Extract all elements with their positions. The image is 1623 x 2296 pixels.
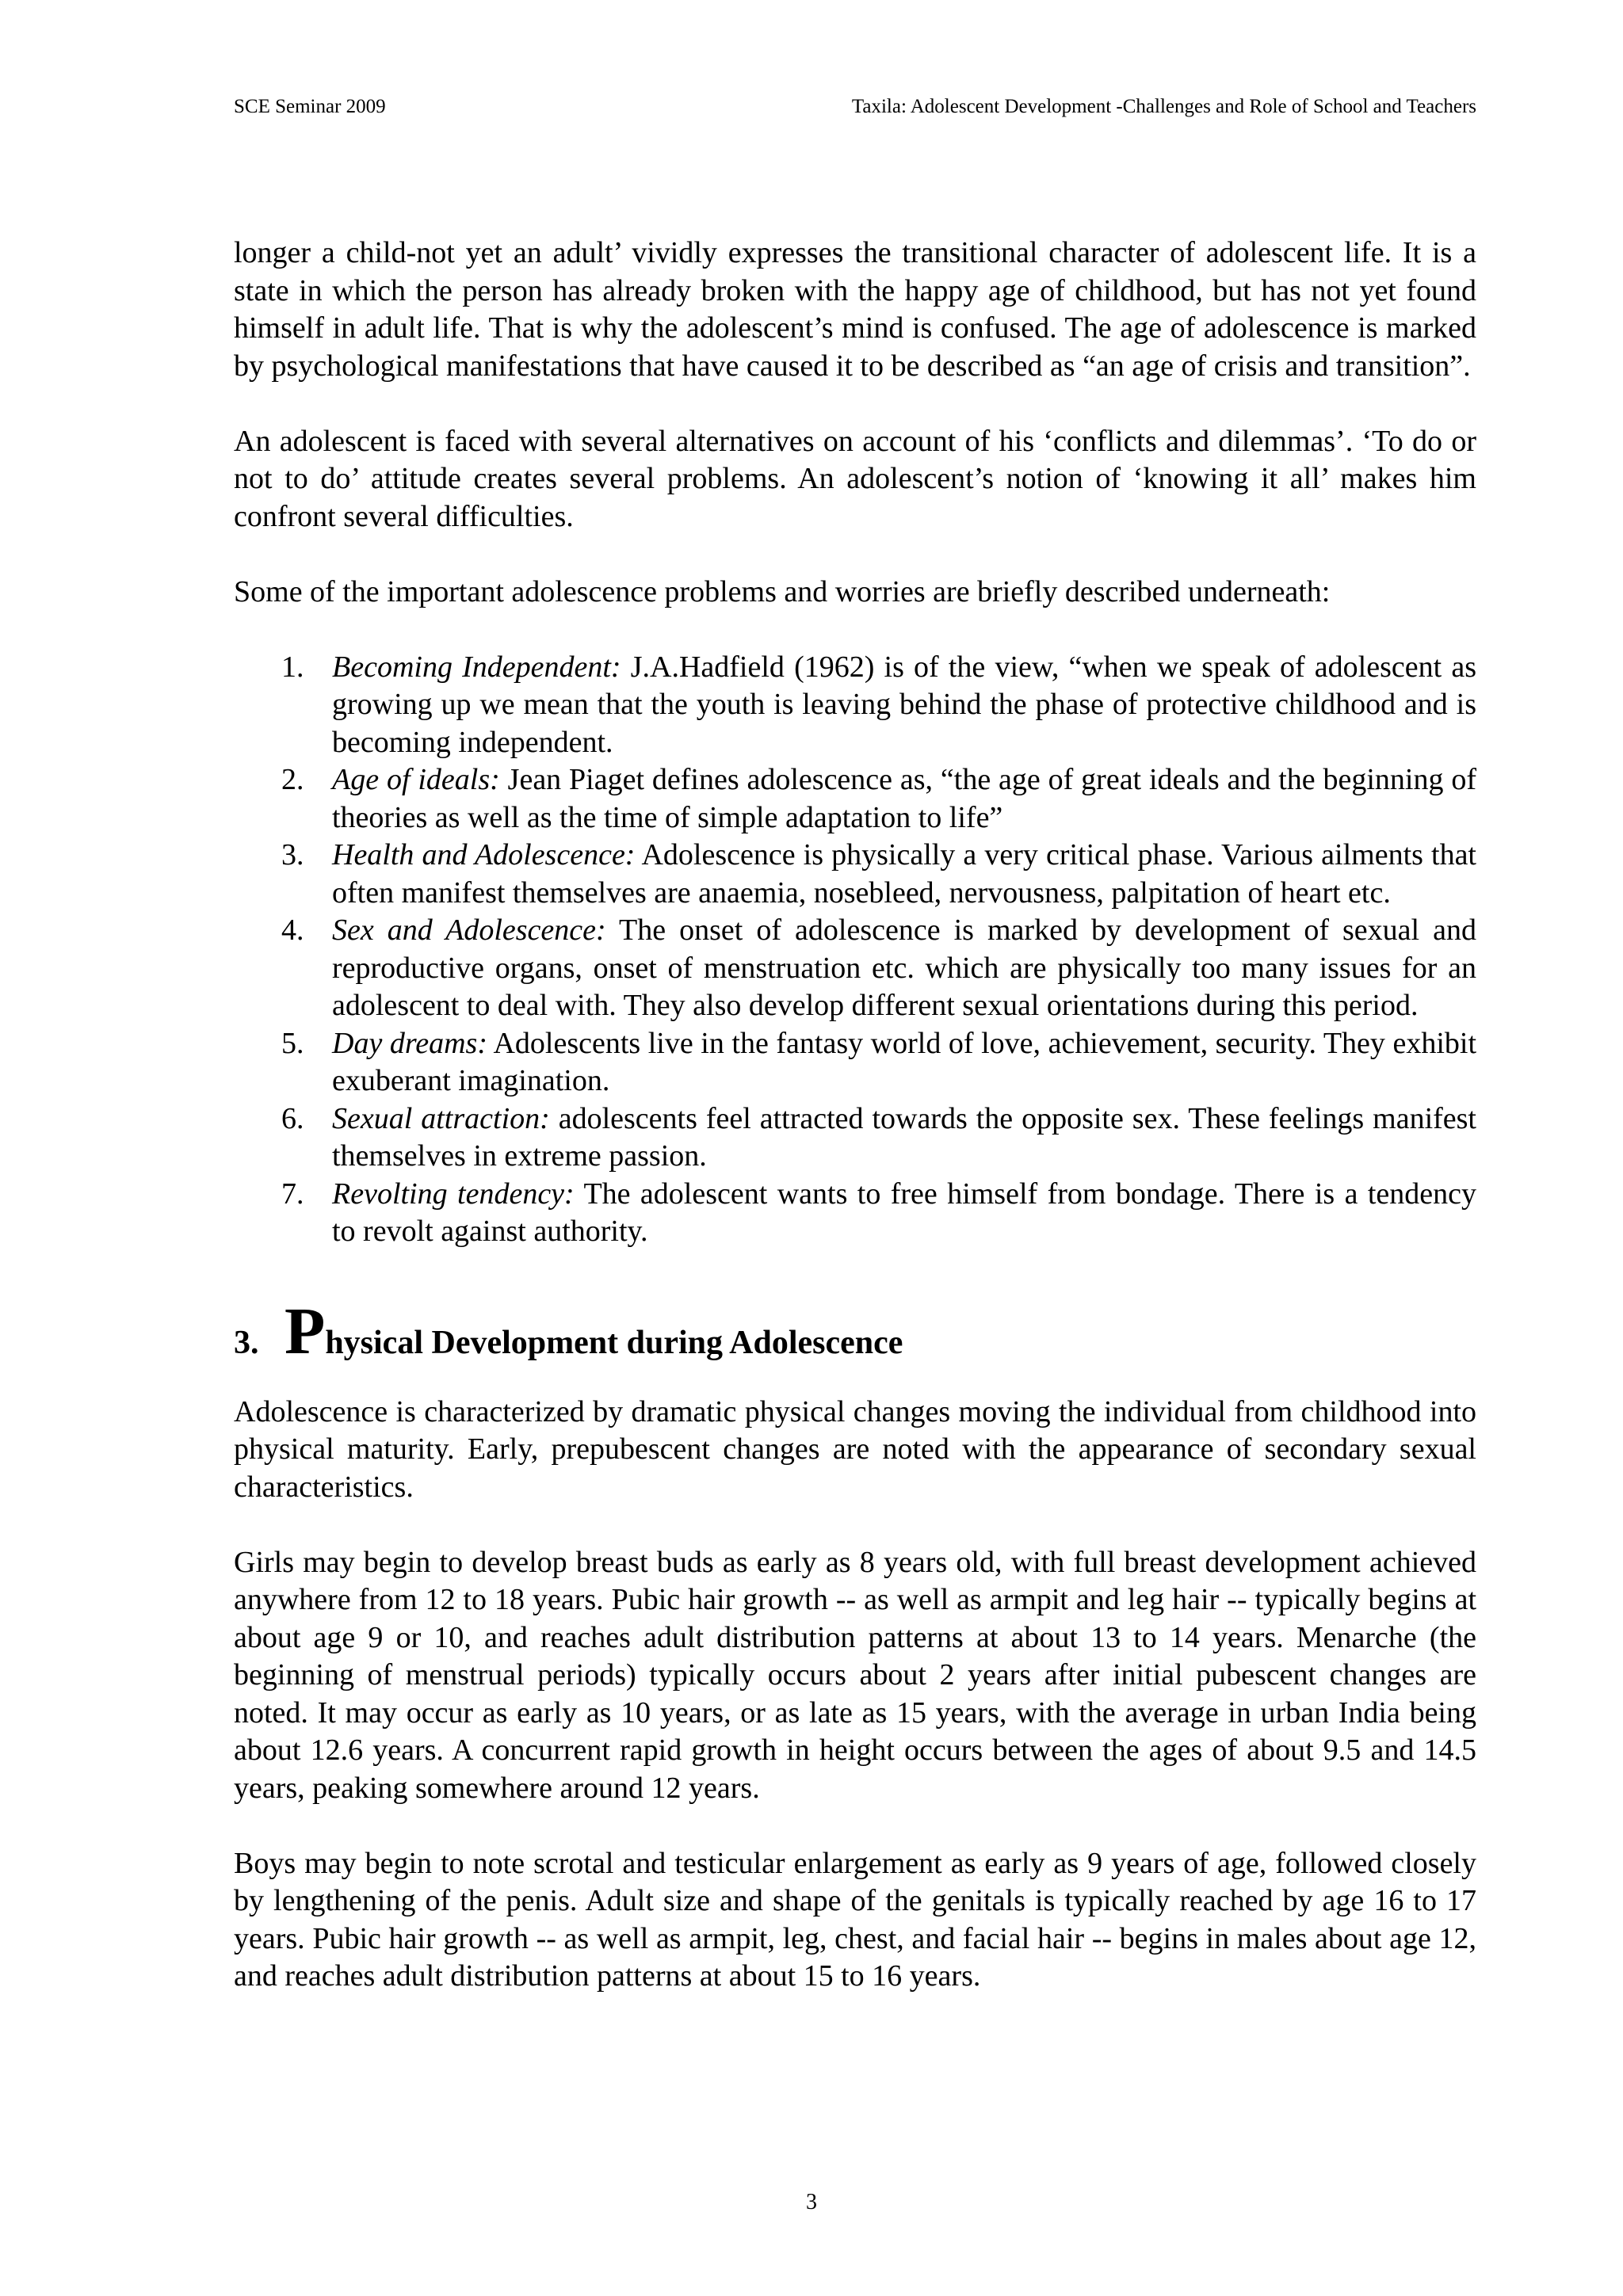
section-heading — [234, 1294, 1476, 1370]
list-item-number: 5. — [281, 1026, 304, 1060]
list-item-text: adolescents feel attracted towards the opposite sex. These feelings manifest themselves in extreme passion. — [332, 1101, 1476, 1173]
list-item-text: The adolescent wants to free himself from bondage. There is a tendency to revolt against authority. — [332, 1177, 1477, 1248]
section-drop-letter: P — [285, 1294, 326, 1368]
list-item — [234, 761, 1476, 837]
problems-list — [234, 649, 1476, 1251]
list-item — [234, 1176, 1476, 1251]
list-item — [234, 837, 1476, 912]
list-item-term: Age of ideals: — [332, 763, 500, 796]
section-title-rest: hysical Development during Adolescence — [325, 1324, 903, 1361]
list-item-text: The onset of adolescence is marked by development of sexual and reproductive organs, onset of menstruation etc. which are physically too many issues for an adolescent to deal with. They also develop different sexual orientations during this period. — [332, 913, 1476, 1022]
section-number: 3. — [234, 1324, 259, 1361]
list-item — [234, 649, 1476, 762]
list-item-number: 6. — [281, 1101, 304, 1135]
list-item — [234, 1100, 1476, 1176]
list-item-term: Health and Adolescence: — [332, 838, 636, 871]
list-item-number: 3. — [281, 838, 304, 871]
list-item-term: Revolting tendency: — [332, 1177, 575, 1211]
header-seminar-title: SCE Seminar 2009 — [234, 96, 386, 117]
paragraph-conflicts-dilemmas: An adolescent is faced with several alternatives on account of his ‘conflicts and dilemmas’. ‘To do or not to do’ attitude creates several problems. An adolescent’s notion of ‘knowing it all’ makes him confront several difficulties. — [234, 424, 1476, 533]
list-item-term: Sex and Adolescence: — [332, 913, 606, 947]
list-item-term: Sexual attraction: — [332, 1101, 550, 1135]
paragraph-transitional-character: longer a child-not yet an adult’ vividly expresses the transitional character of adolescent life. It is a state in which the person has already broken with the happy age of childhood, but has not yet found himself in adult life. That is why the adolescent’s mind is confused. The age of adolescence is marked by psychological manifestations that have caused it to be described as “an age of crisis and transition”. — [234, 236, 1476, 383]
list-item-text: Adolescents live in the fantasy world of love, achievement, security. They exhibit exuberant imagination. — [332, 1026, 1476, 1097]
section-title — [234, 1294, 1476, 1376]
list-item-number: 2. — [281, 763, 304, 796]
list-item-text: Adolescence is physically a very critical phase. Various ailments that often manifest themselves are anaemia, nosebleed, nervousness, palpitation of heart etc. — [332, 838, 1476, 910]
paragraph-boys-development: Boys may begin to note scrotal and testicular enlargement as early as 9 years of age, followed closely by lengthening of the penis. Adult size and shape of the genitals is typically reached by age 16 to 17 years. Pubic hair growth -- as well as armpit, leg, chest, and facial hair -- begins in males about age 12, and reaches adult distribution patterns at about 15 to 16 years. — [234, 1846, 1476, 1993]
list-item-number: 1. — [281, 650, 304, 684]
header-paper-title: Taxila: Adolescent Development -Challenges and Role of School and Teachers — [851, 96, 1476, 117]
list-item-term: Becoming Independent: — [332, 650, 621, 684]
list-item — [234, 912, 1476, 1025]
paragraph-problems-intro: Some of the important adolescence problems and worries are briefly described underneath: — [234, 574, 1331, 608]
list-item-term: Day dreams: — [332, 1026, 487, 1060]
page-number: 3 — [806, 2190, 817, 2214]
document-body — [234, 235, 1476, 1996]
list-item-number: 4. — [281, 913, 304, 947]
list-item-number: 7. — [281, 1177, 304, 1211]
paragraph-physical-changes: Adolescence is characterized by dramatic physical changes moving the individual from childhood into physical maturity. Early, prepubescent changes are noted with the appearance of secondary sexual characteristics. — [234, 1394, 1476, 1504]
list-item-text: J.A.Hadfield (1962) is of the view, “when we speak of adolescent as growing up we mean that the youth is leaving behind the phase of protective childhood and is becoming independent. — [332, 650, 1476, 759]
paragraph-girls-development: Girls may begin to develop breast buds as early as 8 years old, with full breast development achieved anywhere from 12 to 18 years. Pubic hair growth -- as well as armpit and leg hair -- typically begins at about age 9 or 10, and reaches adult distribution patterns at about 13 to 14 years. Menarche (the beginning of menstrual periods) typically occurs about 2 years after initial pubescent changes are noted. It may occur as early as 10 years, or as late as 15 years, with the average in urban India being about 12.6 years. A concurrent rapid growth in height occurs between the ages of about 9.5 and 14.5 years, peaking somewhere around 12 years. — [234, 1545, 1476, 1805]
list-item — [234, 1025, 1476, 1100]
list-item-text: Jean Piaget defines adolescence as, “the age of great ideals and the beginning of theories as well as the time of simple adaptation to life” — [332, 763, 1476, 834]
